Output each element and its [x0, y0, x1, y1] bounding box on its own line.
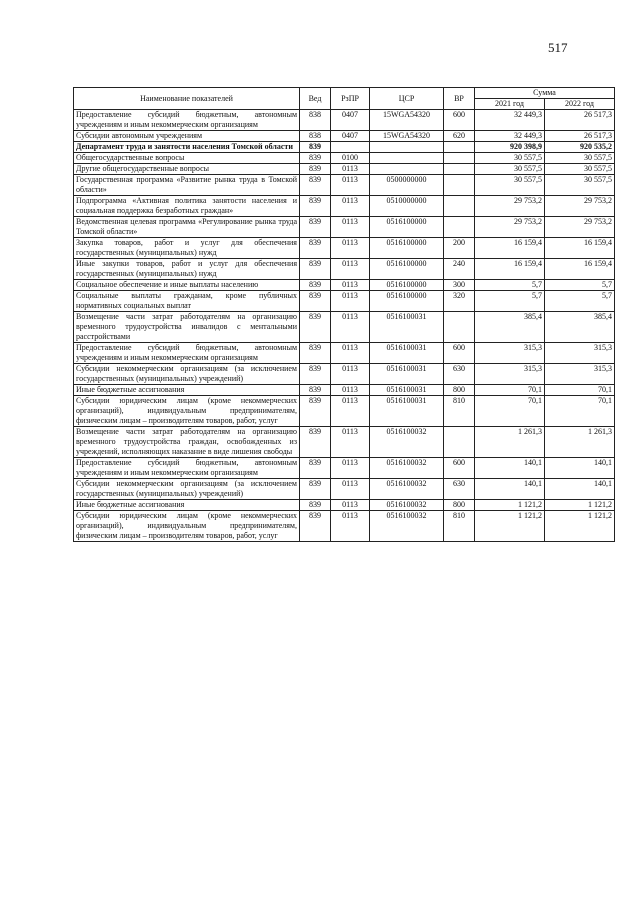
cell-sum-2022: 30 557,5: [545, 153, 615, 164]
cell-ved: 839: [300, 427, 331, 458]
cell-ved: 839: [300, 164, 331, 175]
table-row: [74, 131, 615, 142]
cell-ved: 839: [300, 153, 331, 164]
cell-ved: 839: [300, 385, 331, 396]
table-row: [74, 175, 615, 196]
table-row: [74, 500, 615, 511]
header-ved: Вед: [300, 88, 331, 110]
table-row: [74, 259, 615, 280]
cell-rzpr: [331, 142, 370, 153]
header-year-2022: 2022 год: [545, 99, 615, 110]
cell-csr: 0516100032: [370, 427, 444, 458]
table-row: [74, 238, 615, 259]
table-row: [74, 364, 615, 385]
cell-sum-2022: 70,1: [545, 385, 615, 396]
cell-sum-2021: 920 398,9: [475, 142, 545, 153]
cell-vr: [444, 164, 475, 175]
cell-sum-2022: 1 261,3: [545, 427, 615, 458]
table-row: [74, 142, 615, 153]
table-row: [74, 153, 615, 164]
table-row: [74, 343, 615, 364]
cell-ved: 839: [300, 458, 331, 479]
cell-sum-2021: 140,1: [475, 458, 545, 479]
cell-sum-2021: 315,3: [475, 343, 545, 364]
cell-ved: 839: [300, 343, 331, 364]
cell-sum-2021: 32 449,3: [475, 110, 545, 131]
cell-rzpr: 0113: [331, 364, 370, 385]
cell-sum-2022: 5,7: [545, 291, 615, 312]
cell-rzpr: 0407: [331, 131, 370, 142]
cell-rzpr: 0113: [331, 500, 370, 511]
cell-ved: 839: [300, 291, 331, 312]
cell-ved: 838: [300, 131, 331, 142]
cell-csr: [370, 142, 444, 153]
cell-vr: [444, 142, 475, 153]
table-body: [74, 110, 615, 542]
cell-rzpr: 0407: [331, 110, 370, 131]
cell-ved: 839: [300, 238, 331, 259]
cell-ved: 839: [300, 142, 331, 153]
cell-ved: 839: [300, 259, 331, 280]
table-header: [74, 88, 615, 110]
cell-sum-2022: 16 159,4: [545, 238, 615, 259]
cell-sum-2022: 16 159,4: [545, 259, 615, 280]
cell-sum-2022: 29 753,2: [545, 217, 615, 238]
cell-sum-2022: 920 535,2: [545, 142, 615, 153]
table-row: [74, 312, 615, 343]
cell-sum-2021: 29 753,2: [475, 217, 545, 238]
cell-sum-2021: 30 557,5: [475, 153, 545, 164]
cell-rzpr: 0113: [331, 238, 370, 259]
cell-sum-2021: 5,7: [475, 280, 545, 291]
cell-name: Социальные выплаты гражданам, кроме публичных нормативных социальных выплат: [74, 291, 300, 312]
table-row: [74, 385, 615, 396]
table-row: [74, 280, 615, 291]
cell-rzpr: 0113: [331, 312, 370, 343]
cell-name: Общегосударственные вопросы: [74, 153, 300, 164]
cell-rzpr: 0113: [331, 511, 370, 542]
cell-sum-2022: 29 753,2: [545, 196, 615, 217]
cell-sum-2021: 70,1: [475, 396, 545, 427]
cell-name: Возмещение части затрат работодателям на организацию временного трудоустройства инвалидов с ментальными расстройствами: [74, 312, 300, 343]
cell-vr: 630: [444, 364, 475, 385]
cell-name: Закупка товаров, работ и услуг для обеспечения государственных (муниципальных) нужд: [74, 238, 300, 259]
cell-vr: 600: [444, 110, 475, 131]
cell-csr: 0516100032: [370, 479, 444, 500]
cell-rzpr: 0113: [331, 343, 370, 364]
header-year-2021: 2021 год: [475, 99, 545, 110]
cell-sum-2022: 140,1: [545, 479, 615, 500]
cell-rzpr: 0113: [331, 385, 370, 396]
cell-rzpr: 0113: [331, 458, 370, 479]
cell-vr: [444, 217, 475, 238]
cell-csr: 0516100031: [370, 396, 444, 427]
cell-csr: 0516100031: [370, 343, 444, 364]
cell-sum-2022: 140,1: [545, 458, 615, 479]
header-sum: Сумма: [475, 88, 615, 99]
cell-ved: 839: [300, 175, 331, 196]
cell-csr: 0510000000: [370, 196, 444, 217]
cell-sum-2022: 70,1: [545, 396, 615, 427]
cell-name: Иные бюджетные ассигнования: [74, 385, 300, 396]
cell-sum-2022: 30 557,5: [545, 175, 615, 196]
cell-csr: 0516100032: [370, 500, 444, 511]
cell-sum-2021: 29 753,2: [475, 196, 545, 217]
cell-ved: 839: [300, 511, 331, 542]
cell-rzpr: 0100: [331, 153, 370, 164]
cell-vr: 630: [444, 479, 475, 500]
cell-sum-2021: 16 159,4: [475, 259, 545, 280]
cell-rzpr: 0113: [331, 396, 370, 427]
cell-csr: 15WGA54320: [370, 110, 444, 131]
cell-rzpr: 0113: [331, 175, 370, 196]
cell-csr: 0516100032: [370, 458, 444, 479]
cell-csr: 0516100000: [370, 259, 444, 280]
cell-name: Иные бюджетные ассигнования: [74, 500, 300, 511]
cell-name: Предоставление субсидий бюджетным, автономным учреждениям и иным некоммерческим организациям: [74, 458, 300, 479]
cell-csr: [370, 153, 444, 164]
cell-csr: 0516100000: [370, 291, 444, 312]
cell-csr: [370, 164, 444, 175]
cell-sum-2021: 1 261,3: [475, 427, 545, 458]
cell-sum-2022: 5,7: [545, 280, 615, 291]
cell-sum-2022: 1 121,2: [545, 500, 615, 511]
cell-name: Предоставление субсидий бюджетным, автономным учреждениям и иным некоммерческим организациям: [74, 343, 300, 364]
cell-sum-2021: 70,1: [475, 385, 545, 396]
cell-ved: 839: [300, 196, 331, 217]
cell-name: Предоставление субсидий бюджетным, автономным учреждениям и иным некоммерческим организациям: [74, 110, 300, 131]
cell-csr: 0500000000: [370, 175, 444, 196]
cell-name: Субсидии юридическим лицам (кроме некоммерческих организаций), индивидуальным предпринимателям, физическим лицам – производителям товаров, работ, услуг: [74, 396, 300, 427]
cell-ved: 839: [300, 280, 331, 291]
table-row: [74, 458, 615, 479]
cell-vr: 240: [444, 259, 475, 280]
cell-sum-2022: 30 557,5: [545, 164, 615, 175]
cell-vr: 600: [444, 458, 475, 479]
cell-sum-2022: 315,3: [545, 343, 615, 364]
header-rzpr: РзПР: [331, 88, 370, 110]
cell-csr: 0516100000: [370, 280, 444, 291]
table-row: [74, 164, 615, 175]
cell-sum-2021: 1 121,2: [475, 511, 545, 542]
cell-rzpr: 0113: [331, 291, 370, 312]
cell-name: Ведомственная целевая программа «Регулирование рынка труда Томской области»: [74, 217, 300, 238]
cell-vr: 620: [444, 131, 475, 142]
cell-sum-2021: 140,1: [475, 479, 545, 500]
cell-name: Подпрограмма «Активная политика занятости населения и социальная поддержка безработных граждан»: [74, 196, 300, 217]
cell-sum-2021: 315,3: [475, 364, 545, 385]
cell-vr: 600: [444, 343, 475, 364]
table-row: [74, 110, 615, 131]
cell-name: Департамент труда и занятости населения Томской области: [74, 142, 300, 153]
header-vr: ВР: [444, 88, 475, 110]
cell-name: Другие общегосударственные вопросы: [74, 164, 300, 175]
table-row: [74, 479, 615, 500]
cell-name: Иные закупки товаров, работ и услуг для обеспечения государственных (муниципальных) нужд: [74, 259, 300, 280]
cell-vr: [444, 312, 475, 343]
cell-sum-2021: 30 557,5: [475, 175, 545, 196]
cell-csr: 0516100031: [370, 364, 444, 385]
cell-rzpr: 0113: [331, 196, 370, 217]
cell-csr: 0516100031: [370, 385, 444, 396]
cell-sum-2021: 16 159,4: [475, 238, 545, 259]
cell-sum-2021: 5,7: [475, 291, 545, 312]
cell-name: Возмещение части затрат работодателям на организацию временного трудоустройства граждан, освобожденных из учреждений, исполняющих наказание в виде лишения свободы: [74, 427, 300, 458]
cell-csr: 0516100000: [370, 217, 444, 238]
cell-ved: 839: [300, 217, 331, 238]
cell-name: Субсидии автономным учреждениям: [74, 131, 300, 142]
cell-sum-2021: 32 449,3: [475, 131, 545, 142]
cell-vr: 800: [444, 500, 475, 511]
cell-rzpr: 0113: [331, 479, 370, 500]
cell-name: Социальное обеспечение и иные выплаты населению: [74, 280, 300, 291]
cell-csr: 0516100031: [370, 312, 444, 343]
cell-sum-2022: 1 121,2: [545, 511, 615, 542]
page-number: 517: [548, 40, 568, 55]
cell-sum-2022: 26 517,3: [545, 110, 615, 131]
cell-rzpr: 0113: [331, 427, 370, 458]
table-row: [74, 196, 615, 217]
budget-table: [73, 87, 615, 542]
cell-sum-2021: 30 557,5: [475, 164, 545, 175]
cell-rzpr: 0113: [331, 217, 370, 238]
cell-vr: 810: [444, 396, 475, 427]
cell-csr: 15WGA54320: [370, 131, 444, 142]
cell-rzpr: 0113: [331, 164, 370, 175]
cell-name: Государственная программа «Развитие рынка труда в Томской области»: [74, 175, 300, 196]
table-row: [74, 217, 615, 238]
header-name: Наименование показателей: [74, 88, 300, 110]
cell-ved: 839: [300, 396, 331, 427]
cell-vr: 800: [444, 385, 475, 396]
cell-name: Субсидии некоммерческим организациям (за исключением государственных (муниципальных) учреждений): [74, 364, 300, 385]
cell-vr: 320: [444, 291, 475, 312]
cell-name: Субсидии юридическим лицам (кроме некоммерческих организаций), индивидуальным предпринимателям, физическим лицам – производителям товаров, работ, услуг: [74, 511, 300, 542]
cell-csr: 0516100000: [370, 238, 444, 259]
table-row: [74, 511, 615, 542]
cell-vr: [444, 196, 475, 217]
cell-vr: 300: [444, 280, 475, 291]
cell-vr: [444, 175, 475, 196]
cell-ved: 839: [300, 364, 331, 385]
table-row: [74, 427, 615, 458]
table-row: [74, 396, 615, 427]
cell-vr: 810: [444, 511, 475, 542]
cell-sum-2022: 385,4: [545, 312, 615, 343]
cell-ved: 838: [300, 110, 331, 131]
cell-name: Субсидии некоммерческим организациям (за исключением государственных (муниципальных) учреждений): [74, 479, 300, 500]
cell-ved: 839: [300, 500, 331, 511]
cell-csr: 0516100032: [370, 511, 444, 542]
cell-vr: [444, 153, 475, 164]
cell-sum-2022: 26 517,3: [545, 131, 615, 142]
cell-ved: 839: [300, 312, 331, 343]
cell-rzpr: 0113: [331, 259, 370, 280]
table-row: [74, 291, 615, 312]
cell-sum-2021: 1 121,2: [475, 500, 545, 511]
cell-sum-2022: 315,3: [545, 364, 615, 385]
cell-ved: 839: [300, 479, 331, 500]
cell-sum-2021: 385,4: [475, 312, 545, 343]
cell-vr: 200: [444, 238, 475, 259]
cell-rzpr: 0113: [331, 280, 370, 291]
header-csr: ЦСР: [370, 88, 444, 110]
cell-vr: [444, 427, 475, 458]
